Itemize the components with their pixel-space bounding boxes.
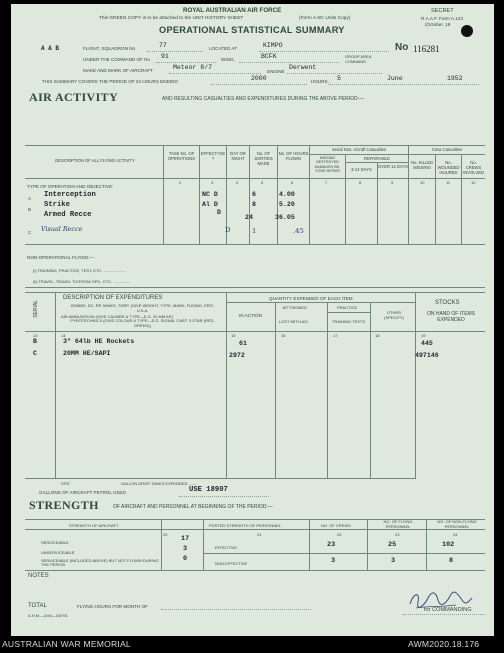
table-head-rule	[25, 178, 485, 179]
activity-sorties: 8	[252, 201, 256, 208]
activity-hours: 36.05	[275, 214, 295, 221]
flight-value: A & B	[41, 45, 60, 52]
month-line	[161, 609, 311, 610]
non-effective-non-flying: 8	[449, 557, 454, 565]
form-ref: R.A.A.F. Form A.123	[421, 16, 463, 21]
col-rule	[327, 302, 328, 478]
non-effective-flying: 3	[391, 557, 396, 565]
petrol-line	[179, 496, 269, 497]
practice-header: PRACTICE	[337, 305, 358, 310]
col-sorties-header: No. OF SORTIES MADE	[254, 151, 273, 166]
col-number: 22	[337, 532, 342, 537]
col-wounded-header: No. WOUNDED INJURED	[437, 160, 460, 175]
posted-strength-header: POSTED STRENGTH OF PERSONNEL	[209, 523, 282, 528]
qty-title: QUANTITY EXPENDED OF EACH ITEM	[269, 296, 353, 301]
row-letter: C	[28, 230, 32, 235]
command-label: UNDER THE COMMAND OF No	[83, 57, 151, 62]
strength-title: STRENGTH	[29, 498, 99, 512]
practice-rule	[328, 312, 370, 313]
unserviceable-label: UNSERVICEABLE	[41, 550, 75, 555]
col-number: 12	[471, 180, 476, 185]
col-number: 2	[179, 180, 182, 185]
col-rule	[426, 520, 427, 570]
exp-serial: B	[33, 338, 37, 345]
command-value: 91	[161, 53, 169, 60]
col-number: 6	[291, 180, 294, 185]
strength-subtitle: OF AIRCRAFT AND PERSONNEL AT BEGINNING OF THE PERIOD:—	[113, 504, 273, 510]
unserviceable-value: 3	[183, 545, 188, 553]
row-letter: B	[28, 207, 32, 212]
not-flown-label: SERVICEABLE (INCLUDED ABOVE) BUT NOT FLOWN DURING THE PERIOD	[41, 558, 159, 568]
activity-code: D	[217, 209, 221, 216]
notes-label: NOTES	[28, 573, 49, 579]
period-value: 2000	[251, 75, 267, 82]
col-number: 9	[391, 180, 394, 185]
col-number: 14	[61, 333, 66, 338]
col-rule	[161, 520, 162, 570]
col-missing-header: MISSING DESTROYED DAMAGED BE-YOND REPAIR	[314, 156, 341, 174]
wing-value: BCFK	[261, 53, 277, 60]
non-effective-label: NON-EFFECTIVE	[215, 561, 248, 566]
col-task-header: TASK No. OF OPERATIONS	[167, 151, 196, 161]
form-sheet	[11, 4, 494, 636]
located-value: KIMPO	[263, 42, 283, 49]
col-daynight-header: DAY OR NIGHT	[230, 151, 246, 161]
col-number: 16	[281, 333, 286, 338]
month-value: June	[387, 75, 403, 82]
training-tests-header: TRAINING TESTS	[332, 319, 366, 324]
hours-label: HOURS,	[311, 79, 329, 84]
punch-hole	[461, 25, 473, 37]
activity-sorties: 24	[245, 214, 253, 221]
col-rule	[226, 293, 227, 478]
col-rule	[309, 520, 310, 570]
footer-institution: AUSTRALIAN WAR MEMORIAL	[2, 639, 131, 649]
serial-header: SERIAL	[33, 300, 39, 318]
flying-hours-label: FLYING HOURS FOR MONTH OF	[77, 604, 148, 609]
row-letter: A	[28, 196, 32, 201]
col-number: 20	[163, 532, 168, 537]
command-line	[156, 62, 216, 63]
located-line	[259, 51, 389, 52]
aircraft-label: MAKE AND MARK OF AIRCRAFT	[83, 68, 153, 73]
effective-rule	[203, 553, 485, 554]
wing-label: WING,	[221, 57, 235, 62]
exp-desc-ammo: AIR AMMUNITION (GIVE CALIBRE & TYPE—E.G. 20 MM AP.)	[61, 314, 174, 319]
footer-accession: AWM2020.18.176	[408, 639, 480, 649]
repairable-header: REPAIRABLE	[364, 156, 390, 161]
lost-ac-header: LOST WITH A/C	[279, 319, 309, 324]
located-label: LOCATED AT	[209, 46, 237, 51]
date-line	[329, 84, 479, 85]
period-line	[211, 84, 307, 85]
squadron-value: 77	[159, 42, 167, 49]
activity-sorties: 6	[252, 191, 256, 198]
table-top-rule	[25, 145, 485, 146]
engine-value: Derwent	[289, 64, 317, 71]
year-value: 1952	[447, 75, 463, 82]
exp-desc: 20MM HE/SAPI	[63, 350, 111, 357]
petrol-value: USE 18907	[189, 486, 228, 494]
col-number: 19	[421, 333, 426, 338]
stocks-title: STOCKS	[435, 300, 460, 306]
aircraft-casualties-header: Serial Nos. A/craft Casualties	[331, 147, 387, 152]
crews-header: NO. OF CREWS	[321, 523, 351, 528]
aircraft-line	[169, 73, 261, 74]
copy-note: This GREEN COPY is to be attached to the UNIT HISTORY SHEET	[99, 16, 244, 21]
exp-stock: 445	[421, 340, 433, 347]
activity-hours: 5.20	[279, 201, 295, 208]
exp-in-action: 2972	[229, 352, 245, 359]
col-hours-header: No. OF HOURS FLOWN	[278, 151, 309, 161]
strength-bottom-rule	[25, 570, 485, 571]
exp-serial: C	[33, 350, 37, 357]
col-number: 7	[325, 180, 328, 185]
effective-label: EFFECTIVE	[215, 545, 238, 550]
col-number: 10	[420, 180, 425, 185]
engine-line	[287, 73, 382, 74]
activity-hours-handwritten: .45	[293, 227, 304, 235]
col-number: 18	[375, 333, 380, 338]
col-number: 3	[211, 180, 214, 185]
not-flown-value: 0	[183, 555, 188, 563]
engine-label: ENGINE	[267, 69, 285, 74]
activity-code: Al D	[202, 201, 218, 208]
exp-head-rule	[25, 331, 485, 332]
col-desc-header: DESCRIPTION OF ALL FLYING ACTIVITY	[55, 158, 135, 163]
site-label: SITE	[61, 481, 70, 486]
form-date: (October, 19	[425, 22, 451, 27]
day-value: 5	[337, 75, 341, 82]
table-bottom-rule	[25, 244, 485, 245]
strength-head-rule	[25, 529, 485, 530]
col-rule	[415, 293, 416, 479]
for-commanding-label: for COMMANDING	[424, 607, 472, 613]
activity-desc-handwritten: Visual Recce	[41, 225, 83, 233]
training-label: (i) TRAINING, PRACTICE, TEST, ETC. ....................	[33, 268, 126, 273]
effective-crews: 23	[327, 541, 336, 549]
flight-label: FLIGHT, SQUADRON No	[83, 46, 136, 51]
activity-desc: Armed Recce	[44, 211, 92, 219]
wing-line	[239, 62, 339, 63]
in-action-header: IN ACTION	[239, 313, 262, 318]
col-killed-header: No. KILLED MISSING	[410, 160, 434, 170]
copy-note-form: (Form A.50: Units Copy)	[299, 16, 351, 21]
serviceable-value: 17	[181, 535, 190, 543]
activity-sorties-handwritten: 1	[252, 227, 257, 235]
classification: SECRET	[431, 8, 454, 14]
flying-personnel-header: NO. OF FLYING PERSONNEL	[383, 519, 413, 529]
col-number: 21	[257, 532, 262, 537]
strength-aircraft-header: STRENGTH OF AIRCRAFT	[69, 523, 119, 528]
col-number: 11	[446, 180, 451, 185]
exp-desc-title: DESCRIPTION OF EXPENDITURES	[63, 295, 163, 301]
squadron-line	[147, 51, 203, 52]
col-rule	[55, 293, 56, 478]
col-number: 23	[395, 532, 400, 537]
air-activity-title: AIR ACTIVITY	[29, 90, 119, 104]
non-flying-personnel-header: NO. OF NON-FLYING PERSONNEL	[437, 519, 477, 529]
form-number: 116281	[413, 44, 440, 54]
group-rule	[309, 154, 485, 155]
aircraft-value: Meteor 8/7	[173, 64, 213, 71]
group-label: GROUP AREA COMMAND	[345, 54, 372, 64]
activity-code-handwritten: D	[225, 226, 231, 234]
exp-stock: 497146	[415, 352, 439, 359]
org-name: ROYAL AUSTRALIAN AIR FORCE	[183, 7, 282, 14]
travel-label: (ii) TRAVEL, TRAVEL TO/FROM OPS., ETC. ...............	[33, 279, 131, 284]
petrol-label: GALLONS OF AIRCRAFT PETROL USED	[39, 490, 126, 495]
col-number: 8	[359, 180, 362, 185]
exp-desc: 3" 64lb HE Rockets	[63, 338, 135, 345]
exp-top-rule	[25, 292, 485, 293]
col-number: 5	[261, 180, 264, 185]
col-over14-header: OVER 14 DAYS	[378, 164, 408, 169]
stocks-subtitle: ON HAND OF ITEMS EXPENDED	[426, 311, 476, 323]
activity-hours: 4.00	[279, 191, 295, 198]
col-rule	[203, 520, 204, 570]
serviceable-label: SERVICEABLE	[41, 540, 69, 545]
form-title: OPERATIONAL STATISTICAL SUMMARY	[159, 25, 345, 35]
drop-tanks-label: GALLON DROP-TANKS EXPENDED ........	[121, 481, 198, 486]
qty-rule	[226, 302, 415, 303]
activity-desc: Strike	[44, 201, 70, 209]
jettisoned-header: JETTISONED	[282, 305, 307, 310]
period-label: THIS SUMMARY COVERS THE PERIOD OF 24 HOURS ENDING	[42, 79, 179, 84]
non-operational-label: NON-OPERATIONAL FLYING:—	[27, 255, 95, 260]
col-number: 4	[236, 180, 239, 185]
non-effective-crews: 3	[331, 557, 336, 565]
exp-in-action: 61	[239, 340, 247, 347]
col-rule	[367, 520, 368, 570]
col-rule	[275, 302, 276, 478]
effective-flying: 25	[388, 541, 397, 549]
repairable-rule	[345, 162, 408, 163]
col-number: 13	[33, 333, 38, 338]
type-label: TYPE OF OPERATION AND OBJECTIVE:	[27, 184, 114, 189]
crew-casualties-header: Crew Casualties	[431, 147, 463, 152]
signature-line	[403, 614, 485, 615]
effective-non-flying: 102	[442, 541, 455, 549]
col-number: 24	[453, 532, 458, 537]
col-rule	[370, 302, 371, 478]
col-number: 17	[333, 333, 338, 338]
exp-desc-pyro: PYROTECHNICS (GIVE COLOUR & TYPE—E.G. SIGNAL CART. 3 STAR (RED, GREEN))	[70, 318, 215, 328]
activity-desc: Interception	[44, 191, 96, 199]
col-effective-header: EFFECT-IVE ?	[200, 151, 226, 161]
print-ref: A.H.M.—6/44—D6791	[28, 613, 68, 618]
air-activity-subtitle: AND RESULTING CASUALTIES AND EXPENDITURES DURING THE ABOVE PERIOD:—	[162, 96, 364, 102]
total-label: TOTAL	[28, 603, 47, 609]
col-rule	[377, 162, 378, 244]
col-3-14-header: 3-14 DAYS	[351, 167, 372, 172]
exp-desc-bombs: BOMBS, DC, RP, MINES, TORP. (GIVE WEIGHT, TYPE, MARK, FUSING, ERIT, U.S.A.	[71, 303, 214, 313]
col-number: 15	[231, 333, 236, 338]
activity-code: NC D	[202, 191, 218, 198]
other-header: OTHER (SPECIFY)	[384, 310, 404, 320]
section-rule	[25, 287, 485, 288]
no-label: No	[395, 42, 409, 53]
col-crews-header: No. CREWS INVOLVED	[463, 160, 484, 175]
exp-bottom-rule	[25, 478, 415, 479]
